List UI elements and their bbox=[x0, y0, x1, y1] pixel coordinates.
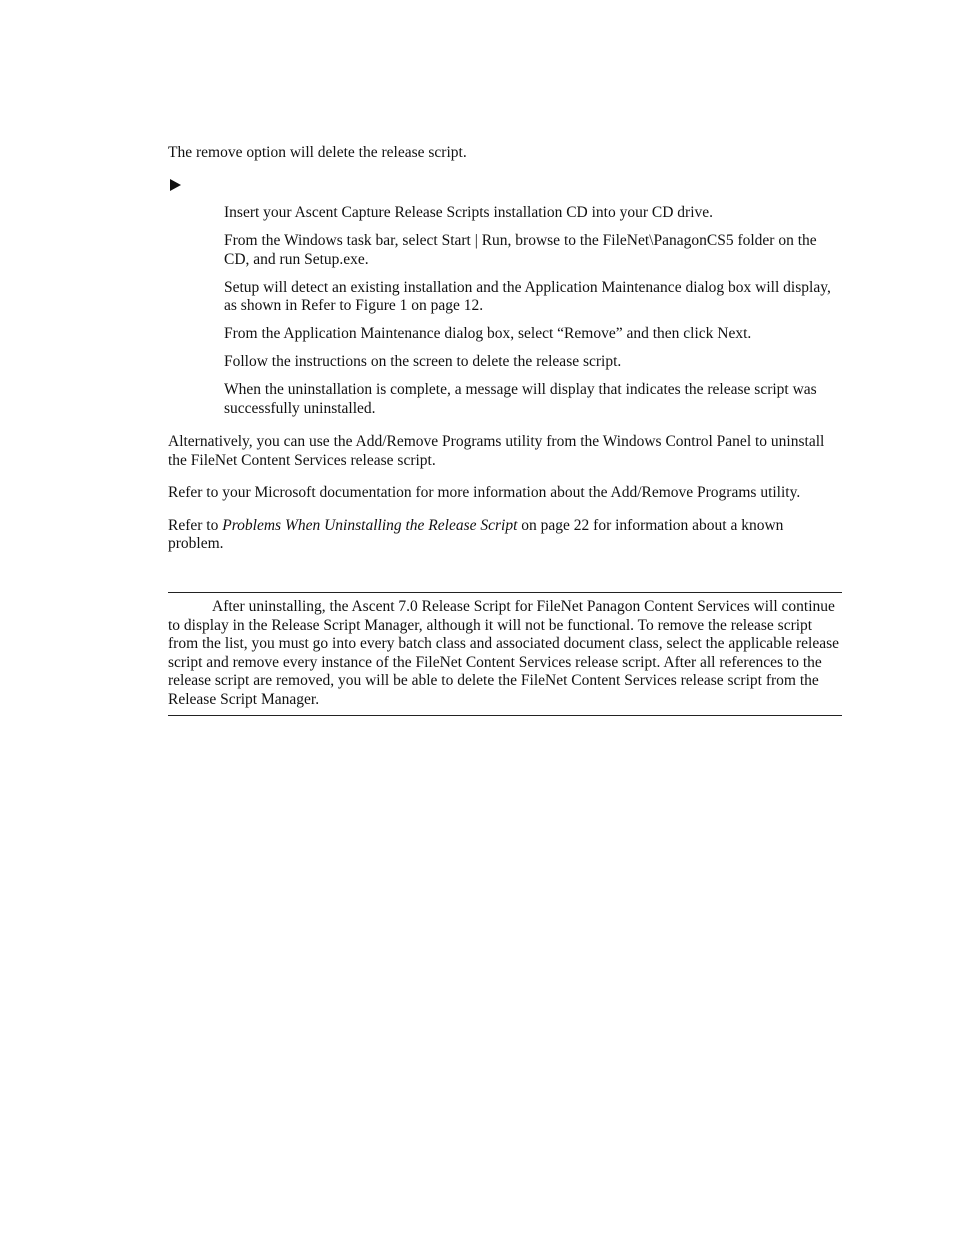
refer-suffix: on page 22 for information about a known problem. bbox=[168, 516, 784, 552]
note-box bbox=[168, 592, 842, 716]
microsoft-docs-paragraph: Refer to your Microsoft documentation for more information about the Add/Remove Programs utility. bbox=[168, 484, 801, 501]
intro-paragraph: The remove option will delete the release script. bbox=[168, 144, 467, 161]
refer-prefix: Refer to bbox=[168, 516, 223, 534]
alternative-paragraph: Alternatively, you can use the Add/Remove Programs utility from the Windows Control Panel to uninstall the FileNet Content Services release script. bbox=[168, 433, 825, 469]
step-1: Insert your Ascent Capture Release Scripts installation CD into your CD drive. bbox=[224, 204, 714, 221]
procedure-steps bbox=[224, 204, 842, 428]
step-2: From the Windows task bar, select Start | Run, browse to the FileNet\PanagonCS5 folder on the CD, and run Setup.exe. bbox=[224, 232, 817, 268]
note-text: After uninstalling, the Ascent 7.0 Release Script for FileNet Panagon Content Services will continue to display in the Release Script Manager, although it will not be functional. To remove the release script from the list, you must go into every batch class and associated document class, select the applicable release script and remove every instance of the FileNet Content Services release script. After all references to the release script are removed, you will be able to delete the FileNet Content Services release script from the Release Script Manager. bbox=[168, 598, 840, 708]
body-paragraphs bbox=[168, 433, 842, 568]
step-5: Follow the instructions on the screen to delete the release script. bbox=[224, 353, 622, 370]
step-6: When the uninstallation is complete, a message will display that indicates the release script was successfully uninstalled. bbox=[224, 381, 817, 417]
triangle-right-icon bbox=[170, 179, 181, 191]
known-problem-reference[interactable]: Problems When Uninstalling the Release Script bbox=[222, 516, 518, 534]
step-3: Setup will detect an existing installation and the Application Maintenance dialog box will display, as shown in Refer to Figure 1 on page 12. bbox=[224, 278, 831, 314]
step-4: From the Application Maintenance dialog box, select “Remove” and then click Next. bbox=[224, 325, 752, 342]
known-problem-paragraph bbox=[168, 517, 842, 554]
